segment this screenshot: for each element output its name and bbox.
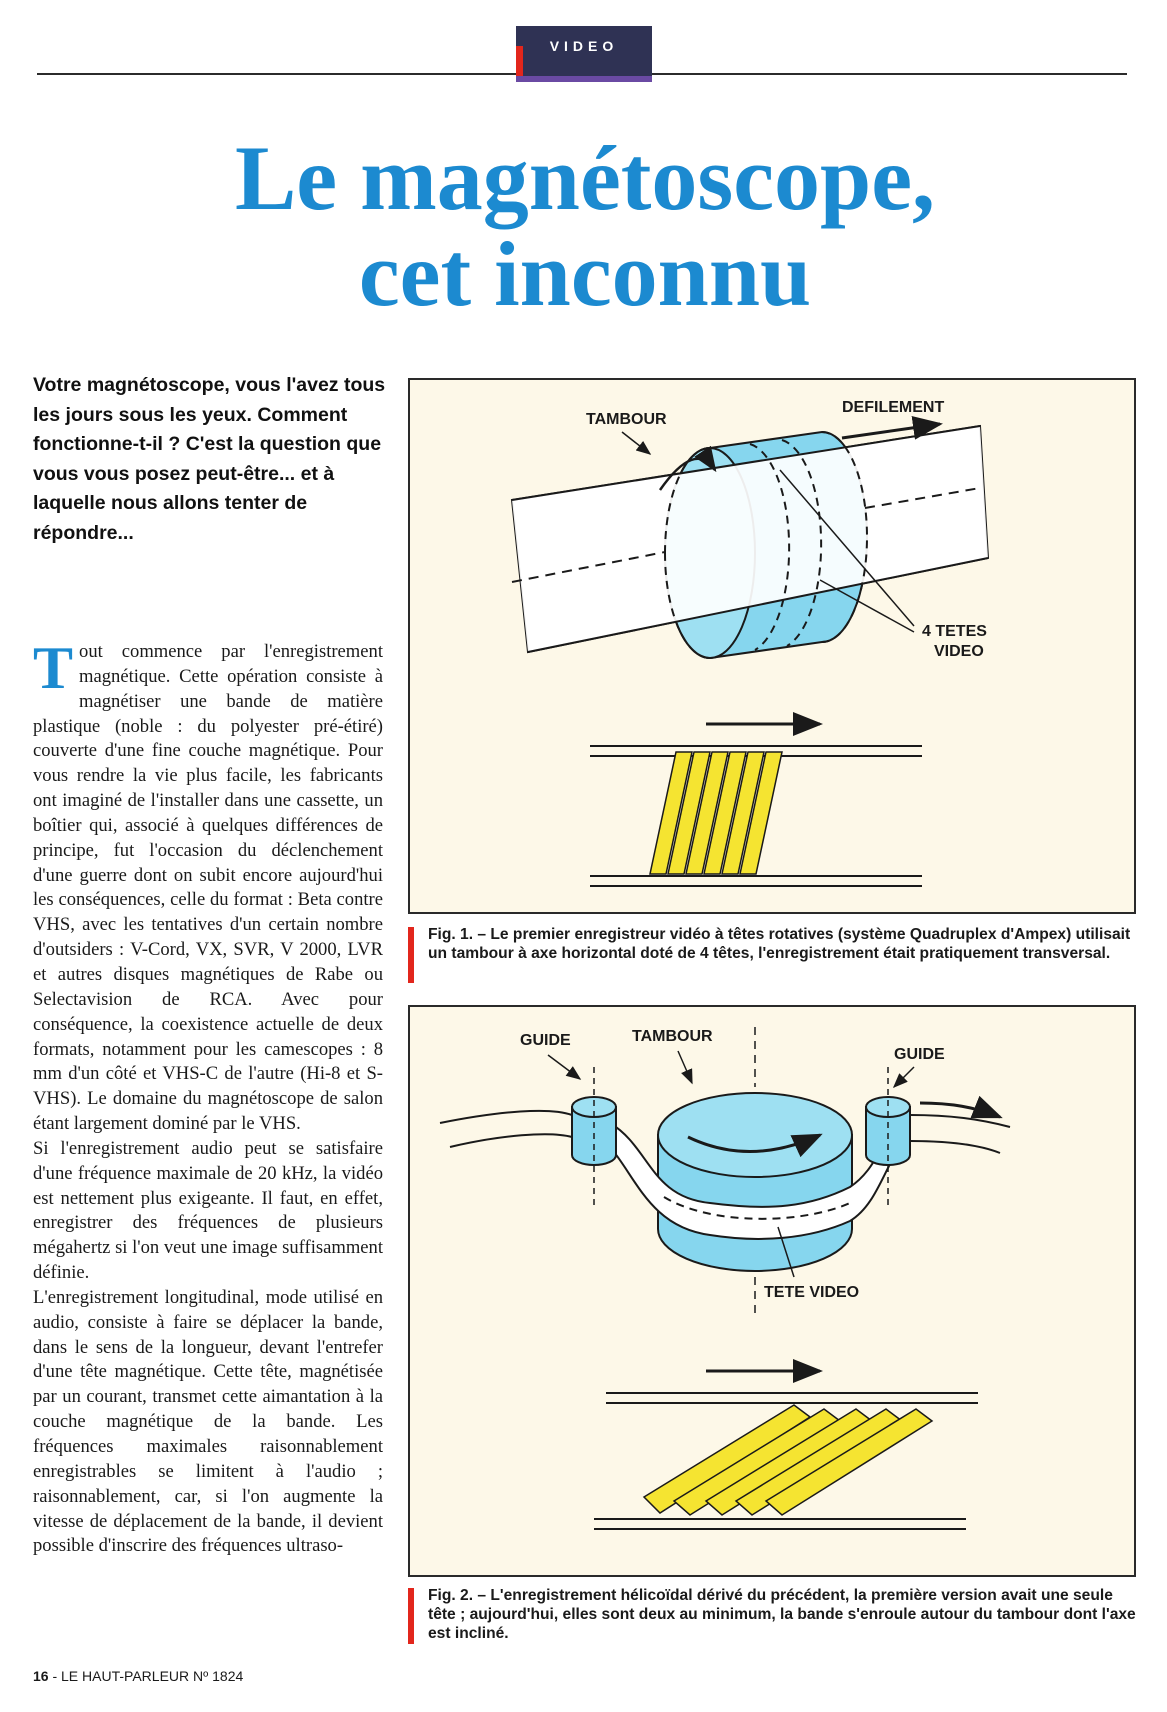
figure-1-diagram: [410, 380, 1134, 912]
drum-leader: [678, 1051, 692, 1083]
figure-2-caption-text: Fig. 2. – L'enregistrement hélicoïdal dérivé du précédent, la première version avait une seule tête ; aujourd'hui, elles sont deux au minimum, la bande s'enroule autour du tambour dont l'axe est incliné.: [428, 1587, 1136, 1642]
figure-2: [408, 1005, 1136, 1577]
tape-in: [440, 1111, 572, 1123]
fig1-label-heads-2: VIDEO: [934, 643, 984, 660]
fig2-label-guide-right: GUIDE: [894, 1046, 945, 1063]
caption-2-bar: [408, 1588, 414, 1644]
fig2-label-head: TETE VIDEO: [764, 1284, 860, 1301]
caption-1-bar: [408, 927, 414, 983]
page-footer: [33, 1668, 243, 1684]
body-column: [33, 635, 383, 1559]
drum-leader: [622, 432, 650, 454]
drop-cap: T: [33, 635, 74, 701]
body-paragraph-2: Si l'enregistrement audio peut se satisfaire d'une fréquence maximale de 20 kHz, la vidéo est nettement plus exigeante. Il faut, en effet, enregistrer des fréquences de plusieurs mégahertz si l'on veut une image suffisamment définie.: [33, 1137, 383, 1284]
body-paragraph-1-text: out commence par l'enregistrement magnétique. Cette opération consiste à magnétiser une bande de matière plastique (noble : du polyester pré-étiré) couverte d'une fine couche magnétique. Pour vous rendre la vie plus facile, les fabricants ont imaginé de l'installer dans une cassette, un boîtier qui, associé à quelques différences de principe, fut l'occasion du déclenchement d'une guerre dont on subit encore aujourd'hui les conséquences, celle du format : Beta contre VHS, avec les tentatives d'un certain nombre d'outsiders : V-Cord, VX, SVR, V 2000, LVR et autres disques magnétiques de Rabe ou Selectavision de RCA. Avec pour conséquence, la coexistence actuelle de deux formats, notamment pour les camescopes : 8 mm d'un côté et VHS-C de l'autre (Hi-8 et S-VHS). Le domaine du magnétoscope de salon étant largement dominé par le VHS.: [33, 641, 383, 1135]
article-title: [60, 127, 1110, 325]
lead-paragraph: Votre magnétoscope, vous l'avez tous les jours sous les yeux. Comment fonctionne-t-il ? C'est la question que vous vous posez peut-être... et à laquelle nous allons tenter de répondre...: [33, 374, 386, 544]
fig1-label-heads-1: 4 TETES: [922, 623, 987, 640]
fig2-label-drum: TAMBOUR: [632, 1028, 713, 1045]
figure-2-caption: [428, 1586, 1138, 1643]
title-line-2: cet inconnu: [358, 223, 812, 325]
guide-right-leader: [894, 1067, 914, 1087]
drum-top: [658, 1093, 852, 1177]
tape-in-2: [450, 1134, 572, 1147]
body-paragraph-1: [33, 635, 383, 1137]
section-tag-underline: [516, 76, 652, 82]
tape-out-2: [910, 1141, 1000, 1153]
page-number: 16: [33, 1668, 49, 1684]
section-label: VIDEO: [549, 38, 619, 54]
section-tag: [516, 26, 652, 82]
title-line-1: Le magnétoscope,: [234, 127, 936, 229]
fig1-label-drum: TAMBOUR: [586, 411, 667, 428]
figure-1-caption: [428, 925, 1138, 963]
figure-2-diagram: [410, 1007, 1134, 1575]
helical-tracks: [644, 1405, 932, 1515]
fig2-label-guide-left: GUIDE: [520, 1032, 571, 1049]
figure-1: [408, 378, 1136, 914]
magazine-issue: - LE HAUT-PARLEUR Nº 1824: [52, 1668, 244, 1684]
guide-left-leader: [548, 1055, 580, 1079]
figure-1-caption-text: Fig. 1. – Le premier enregistreur vidéo à têtes rotatives (système Quadruplex d'Ampex) utilisait un tambour à axe horizontal doté de 4 têtes, l'enregistrement était pratiquement transversal.: [428, 926, 1131, 962]
body-paragraph-3: L'enregistrement longitudinal, mode utilisé en audio, consiste à faire se déplacer la bande, dans le sens de la longueur, devant l'entrefer d'une tête magnétique. Cette tête, magnétisée par un courant, transmet cette aimantation à la couche magnétique de la bande. Les fréquences maximales raisonnablement enregistrables se limitent à l'audio ; raisonnablement, car, si l'on augmente la vitesse de déplacement de la bande, il devient possible d'inscrire des fréquences ultraso-: [33, 1286, 383, 1557]
fig1-label-scroll: DEFILEMENT: [842, 399, 945, 416]
transverse-tracks: [650, 752, 782, 874]
tape-out: [910, 1115, 1010, 1127]
